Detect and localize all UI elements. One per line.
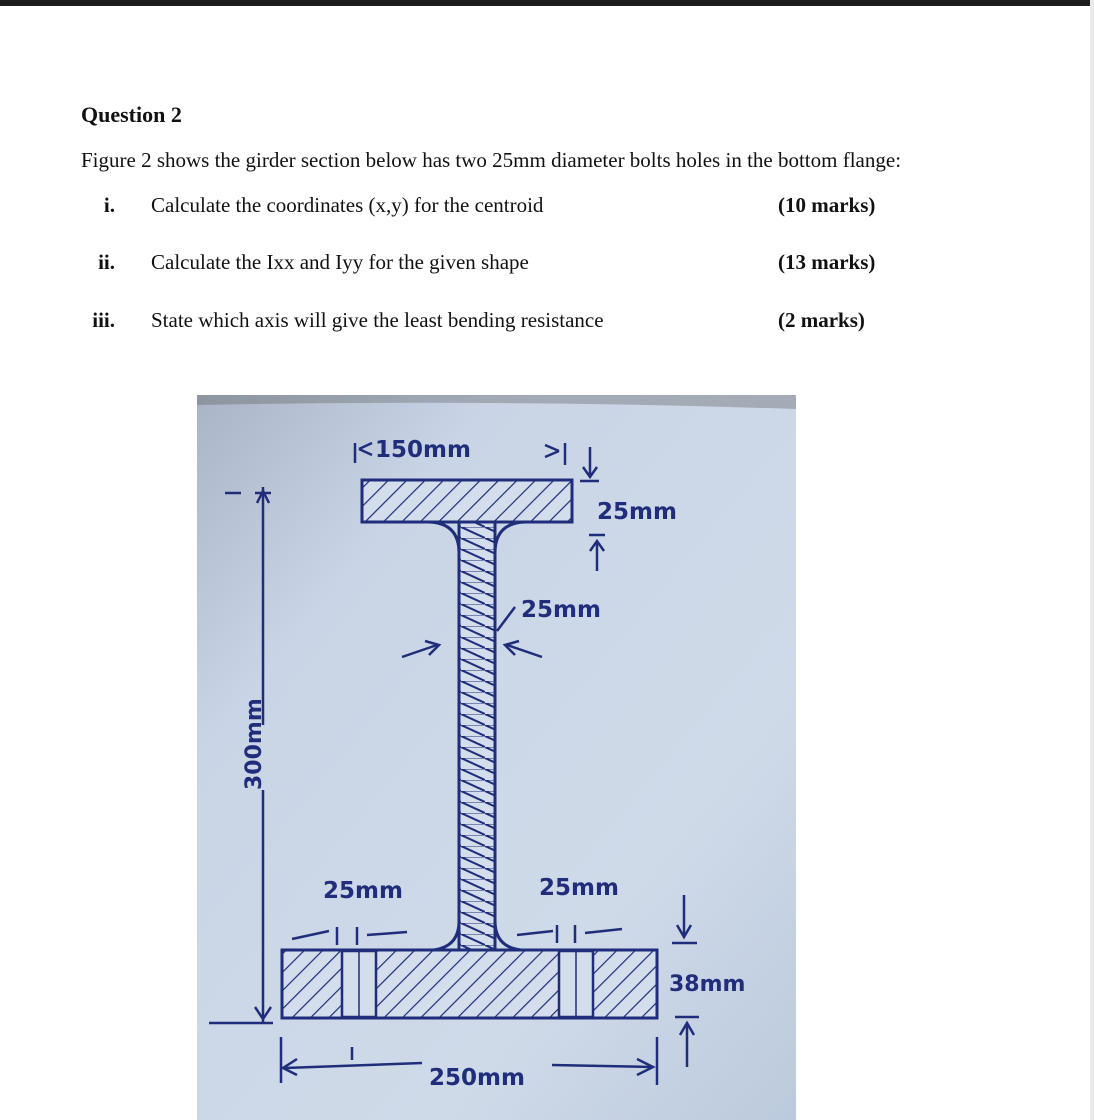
dim-bottom-flange-thickness-label: 38mm — [669, 972, 746, 997]
question-item-iii — [0, 308, 1094, 338]
dim-bottom-width-label: 250mm — [429, 1065, 525, 1091]
dim-hole-right-label: 25mm — [539, 875, 619, 901]
item-marks: (13 marks) — [778, 250, 876, 274]
question-intro: Figure 2 shows the girder section below has two 25mm diameter bolts holes in the bottom flange: — [81, 148, 902, 172]
web — [459, 522, 495, 950]
girder-diagram — [197, 395, 796, 1120]
item-number: ii. — [98, 250, 115, 274]
dim-web-thickness-label: 25mm — [521, 597, 601, 623]
question-item-i — [0, 193, 1094, 223]
page-edge — [1090, 0, 1094, 1120]
item-number: i. — [103, 193, 115, 217]
question-item-ii — [0, 250, 1094, 280]
question-title: Question 2 — [81, 102, 182, 127]
item-number: iii. — [92, 308, 115, 332]
item-text: Calculate the Ixx and Iyy for the given shape — [151, 250, 529, 274]
bottom-flange — [282, 950, 657, 1018]
item-text: Calculate the coordinates (x,y) for the centroid — [151, 193, 544, 217]
dim-height-label: 300mm — [242, 698, 267, 790]
top-border — [0, 0, 1094, 6]
dim-hole-left-label: 25mm — [323, 878, 403, 904]
top-flange — [362, 480, 572, 522]
item-text: State which axis will give the least bending resistance — [151, 308, 604, 332]
item-marks: (2 marks) — [778, 308, 865, 332]
dim-top-flange-thickness-label: 25mm — [597, 499, 677, 525]
item-marks: (10 marks) — [778, 193, 876, 217]
dim-top-width-label: 150mm — [375, 437, 471, 463]
girder-figure-photo — [197, 395, 796, 1120]
